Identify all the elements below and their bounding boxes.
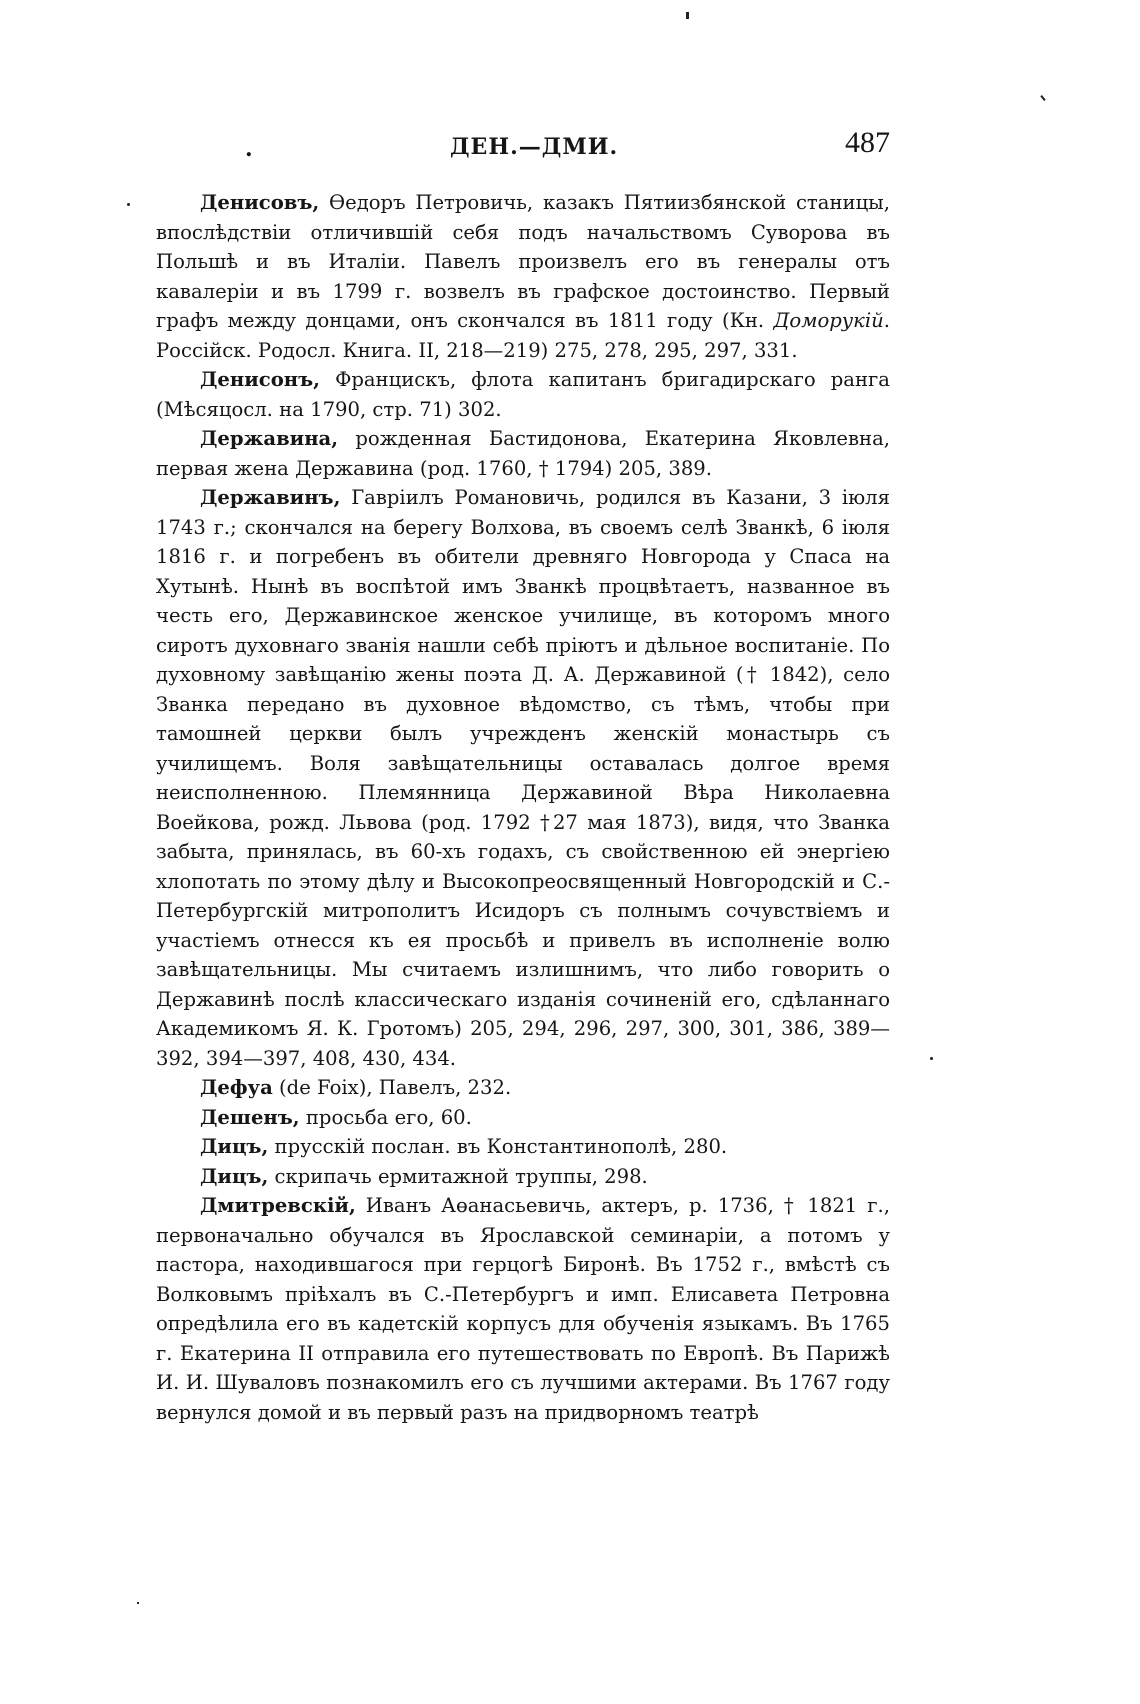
entry-text: Иванъ Аөанасьевичь, актеръ, р. 1736, † 1821 г., первоначально обучался въ Ярославской семинаріи, а потомъ у пастора, находившагося при герцогѣ Биронѣ. Въ 1752 г., вмѣстѣ съ Волковымъ пріѣхалъ въ С.-Петербургъ и имп. Елисавета Петровна опредѣлила его въ кадетскій корпусъ для обученія языкамъ. Въ 1765 г. Екатерина II отправила его путешествовать по Европѣ. Въ Парижѣ И. И. Шуваловъ познакомилъ его съ лучшими актерами. Въ 1767 году вернулся домой и въ первый разъ на придворномъ театрѣ <box>156 1194 890 1424</box>
scan-speck <box>1040 95 1045 101</box>
entry-deshen <box>156 1103 890 1133</box>
headword: Дешенъ, <box>200 1105 300 1129</box>
entry-defua <box>156 1073 890 1103</box>
headword: Дицъ, <box>200 1135 269 1158</box>
entry-derzhavina <box>156 424 890 483</box>
scan-speck <box>930 1057 933 1060</box>
headword: Денисовъ, <box>200 191 320 214</box>
headword: Дефуа <box>200 1076 273 1099</box>
entry-text: Францискъ, флота капитанъ бригадирскаго ранга (Мѣсяцосл. на 1790, стр. 71) 302. <box>156 368 890 421</box>
headword: Дицъ, <box>200 1164 269 1188</box>
running-header <box>150 126 890 166</box>
entry-text: скрипачь ермитажной труппы, 298. <box>268 1164 648 1188</box>
entry-text: прусскій послан. въ Константинополѣ, 280. <box>268 1135 728 1158</box>
entry-dits-envoy <box>156 1132 890 1162</box>
headword: Дмитревскій, <box>200 1194 356 1217</box>
entry-dmitrevsky <box>156 1191 890 1427</box>
entry-text: (de Foix), Павелъ, 232. <box>272 1076 512 1099</box>
entry-text: рожденная Бастидонова, Екатерина Яковлевна, первая жена Державина (род. 1760, † 1794) 205, 389. <box>156 427 890 480</box>
entry-text: просьба его, 60. <box>299 1105 472 1129</box>
entry-text: Гавріилъ Романовичь, родился въ Казани, 3 іюля 1743 г.; скончался на берегу Волхова, въ своемъ селѣ Званкѣ, 6 іюля 1816 г. и погребенъ въ обители древняго Новгорода у Спаса на Хутынѣ. Нынѣ въ воспѣтой имъ Званкѣ процвѣтаетъ, названное въ честь его, Державинское женское училище, въ которомъ много сиротъ духовнаго званія нашли себѣ пріютъ и дѣльное воспитаніе. По духовному завѣщанію жены поэта Д. А. Державиной († 1842), село Званка передано въ духовное вѣдомство, съ тѣмъ, чтобы при тамошней церкви былъ учрежденъ женскій монастырь съ училищемъ. Воля завѣщательницы оставалась долгое время неисполненною. Племянница Державиной Вѣра Николаевна Воейкова, рожд. Львова (род. 1792 †27 мая 1873), видя, что Званка забыта, принялась, въ 60-хъ годахъ, съ свойственною ей энергіею хлопотать по этому дѣлу и Высокопреосвященный Новгородскій и С.-Петербургскій митрополитъ Исидоръ съ полнымъ сочувствіемъ и участіемъ отнесся къ ея просьбѣ и привелъ въ исполненіе волю завѣщательницы. Мы считаемъ излишнимъ, что либо говорить о Державинѣ послѣ классическаго изданія сочиненій его, сдѣланнаго Академикомъ Я. К. Гротомъ) 205, 294, 296, 297, 300, 301, 386, 389—392, 394—397, 408, 430, 434. <box>156 486 890 1070</box>
entry-derzhavin <box>156 483 890 1073</box>
header-title: ДЕН.—ДМИ. <box>450 134 619 160</box>
page-body <box>156 188 890 1427</box>
entry-text-cont: . Россійск. Родосл. Книга. II, 218—219) 275, 278, 295, 297, 331. <box>156 309 890 362</box>
headword: Денисонъ, <box>200 368 320 391</box>
header-dot: . <box>245 136 253 162</box>
italic-author: Доморукій <box>773 309 884 332</box>
entry-denisov <box>156 188 890 365</box>
entry-dits-violinist <box>156 1162 890 1192</box>
headword: Державина, <box>200 427 339 450</box>
page-number: 487 <box>845 126 890 159</box>
scan-speck <box>137 1602 139 1604</box>
scan-speck <box>127 203 130 206</box>
entry-text: Өедоръ Петровичь, казакъ Пятиизбянской станицы, впослѣдствіи отличившій себя подъ начальствомъ Суворова въ Польшѣ и въ Италіи. Павелъ произвелъ его въ генералы отъ кавалеріи и въ 1799 г. возвелъ въ графское достоинство. Первый графъ между донцами, онъ скончался въ 1811 году (Кн. <box>156 191 890 332</box>
headword: Державинъ, <box>200 486 341 509</box>
entry-denison <box>156 365 890 424</box>
scan-speck <box>686 12 689 19</box>
